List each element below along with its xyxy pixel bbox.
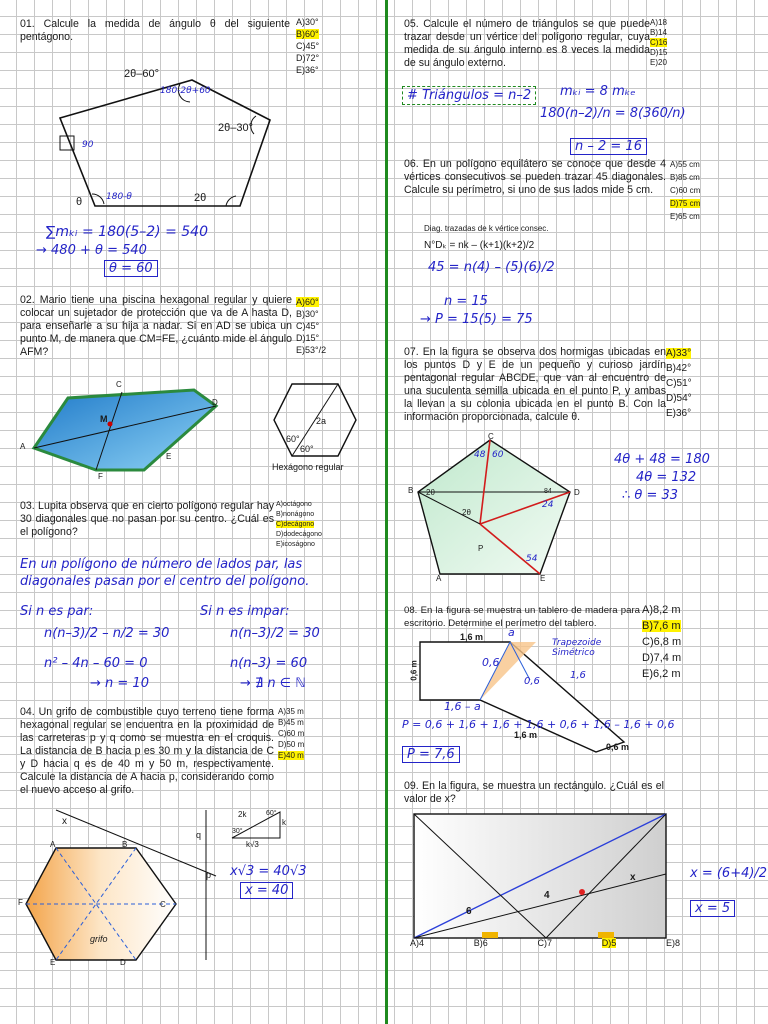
q5-option[interactable]: A)18 [650,18,667,27]
q2-pool-figure [26,380,266,480]
q1-annotation: 90 [82,140,94,150]
q7-label-B: B [408,486,414,495]
q4-solution-line: x√3 = 40√3 [230,864,307,879]
q8-dim-label: 1,6 m [460,632,484,642]
q4-label-q: q [196,830,202,840]
q6-text: 06. En un polígono equilátero se conoce que desde 4 vértices consecutivos se pueden trazar 45 diagonales. Calcule su perímetro, si uno de sus lados mide 5 cm. [404,158,666,196]
q9-option[interactable]: A)4 [410,938,425,948]
q8-dim-label: 1,6 m [514,730,538,740]
q4-text: 04. Un grifo de combustible cuyo terreno tiene forma hexagonal regular se encuentra en la proximidad de las carreteras p y q como se muestra en el croquis. La distancia de B hacia p es 30 m y la distancia de C y D hacia q es de 40 m y 50 m, respectivamente. Calcule la distancia de A hacia p, considerando como el nuevo acceso al grifo. [20,706,274,796]
q7-angle-label: 84 [544,488,552,495]
q1-text: 01. Calcule la medida de ángulo θ del siguiente pentágono. [20,18,290,43]
q4-options [278,706,304,761]
q3-even-line: n(n–3)/2 – n/2 = 30 [44,626,170,641]
q2-option[interactable]: A)60° [296,297,319,307]
q4-label-F: F [18,898,23,907]
q1-option[interactable]: B)60° [296,29,319,39]
q7-angle-label: 54 [526,554,538,564]
q8-dim-label: 0,6 m [606,742,630,752]
q6-option[interactable]: C)60 cm [670,186,701,195]
q6-solution-line: 45 = n(4) – (5)(6)/2 [428,260,555,275]
q9-option[interactable]: D)5 [601,938,617,948]
q4-hexagon-figure [20,800,220,970]
q8-text: 08. En la figura se muestra un tablero de madera para escritorio. Determine el perímetro del tablero. [404,605,640,629]
q4-option[interactable]: D)50 m [278,740,305,749]
q9-label: x [630,872,636,883]
q3-even-line: n² – 4n – 60 = 0 [44,656,148,671]
q3-odd-line: n(n–3) = 60 [230,656,308,671]
q1-solution-line: → 480 + θ = 540 [36,243,147,258]
q9-solution-line: x = (6+4)/2 [690,866,768,881]
q3-even-title: Si n es par: [20,604,94,619]
q3-even-line: → n = 10 [90,676,149,691]
q4-option[interactable]: E)40 m [278,751,304,760]
q5-solution-box: # Triángulos = n–2 [402,86,536,105]
q4-triangle-figure [228,808,288,844]
q1-annotation: 180-θ [106,192,132,202]
q7-option[interactable]: A)33° [666,348,692,359]
q7-angle-label: 2θ [462,508,471,517]
q5-option[interactable]: D)15 [650,48,668,57]
q6-options [670,158,700,223]
q2-hexagon-figure [270,380,360,460]
q4-tri-label: 60° [266,810,277,817]
q8-option[interactable]: C)6,8 m [642,636,682,648]
q6-formula-title: Diag. trazadas de k vértice consec. [424,224,549,233]
q5-solution-line: 180(n–2)/n = 8(360/n) [540,106,686,121]
q7-label-P: P [478,544,484,553]
q8-dim-label: 1,6 [570,670,586,681]
q7-text: 07. En la figura se observa dos hormigas ubicadas en los puntos D y E de un pequeño y curioso jardín pentagonal regular ABCDE, que van al encuentro de una suculenta semilla ubicada en el punto P, y ambas la llevan a su colonia ubicada en el punto B. Con la información proporcionada, calcule θ. [404,346,666,423]
q6-option[interactable]: E)65 cm [670,212,700,221]
q4-solution-line: x = 40 [240,882,293,899]
q8-trapezoid-note: Trapezoide Simétrico [552,638,602,658]
q2-options [296,296,326,356]
q9-text: 09. En la figura, se muestra un rectángulo. ¿Cuál es el valor de x? [404,780,664,805]
q7-option[interactable]: E)36° [666,408,692,419]
q6-option[interactable]: B)85 cm [670,173,700,182]
q6-solution-line: n = 15 [444,294,488,309]
q4-label-C: C [160,900,166,909]
q3-option[interactable]: D)dodecágono [276,531,322,538]
q1-options [296,16,319,76]
q4-label-p: p [206,870,212,880]
q4-label-B: B [122,840,128,849]
q4-label-A: A [50,840,56,849]
q1-angle-bottom-left: θ [76,196,83,208]
q4-label-grifo: grifo [90,934,108,944]
q5-option[interactable]: C)16 [650,38,668,47]
q8-option[interactable]: E)6,2 m [642,668,681,680]
q8-option[interactable]: B)7,6 m [642,620,681,632]
q5-option[interactable]: E)20 [650,58,667,67]
q2-option[interactable]: D)15° [296,333,320,343]
q3-option[interactable]: E)icoságono [276,541,315,548]
q7-angle-label: 2θ [426,488,435,497]
q4-option[interactable]: C)60 m [278,729,305,738]
q2-label-E: E [166,452,172,461]
q7-options [666,346,692,421]
q4-option[interactable]: B)45 m [278,718,304,727]
q4-label-E: E [50,958,56,967]
q4-option[interactable]: A)35 m [278,707,304,716]
q5-text: 05. Calcule el número de triángulos se que puede trazar desde un vértice del polígono regular, cuya medida de su ángulo interno es 8 veces la medida de su ángulo externo. [404,18,650,69]
q6-option[interactable]: D)75 cm [670,199,701,208]
q9-label: 4 [544,890,550,901]
q7-option[interactable]: B)42° [666,363,692,374]
q2-option[interactable]: E)53°/2 [296,345,327,355]
q2-text: 02. Mario tiene una piscina hexagonal regular y quiere colocar un sujetador de protección que va de A hasta D, para enseñarle a su hija a nadar. Si en AD se ubica un punto M, de manera que CM=FE, ¿cuánto mide el ángulo AFM? [20,294,292,358]
q8-dim-label: a [508,626,515,639]
q7-label-D: D [574,488,580,497]
q8-option[interactable]: D)7,4 m [642,652,682,664]
q1-solution-line: ∑mₖᵢ = 180(5–2) = 540 [46,224,208,240]
column-divider [385,0,388,1024]
q5-option[interactable]: B)14 [650,28,667,37]
q9-options [410,938,680,948]
q2-option[interactable]: C)45° [296,321,320,331]
q4-label-D: D [120,958,126,967]
q1-annotation: 180-2θ+60 [160,86,211,96]
q2-label-A: A [20,442,26,451]
q2-hex-label: 60° [300,444,314,454]
q6-formula: N°Dₖ = nk – (k+1)(k+2)/2 [424,240,535,251]
q3-odd-title: Si n es impar: [200,604,290,619]
q8-dim-label: 0,6 [482,656,500,669]
q8-solution-line: P = 0,6 + 1,6 + 1,6 + 1,6 + 0,6 + 1,6 – 1,6 + 0,6 [402,718,675,731]
q3-odd-line: n(n–3)/2 = 30 [230,626,320,641]
q5-options [650,18,667,68]
q7-solution-line: ∴ θ = 33 [622,488,679,503]
q7-label-A: A [436,574,442,583]
q8-dim-label: 1,6 – a [444,700,481,713]
q7-solution-line: 4θ = 132 [636,470,697,485]
q1-angle-bottom-right: 2θ [194,192,207,204]
q9-label: 6 [466,906,472,917]
q3-option[interactable]: A)octágono [276,501,312,508]
q3-option[interactable]: B)nonágono [276,511,315,518]
q7-option[interactable]: C)51° [666,378,692,389]
q1-pentagon-figure [40,58,280,218]
q1-option[interactable]: E)36° [296,65,319,75]
q1-solution-line: θ = 60 [104,260,158,277]
q1-option[interactable]: D)72° [296,53,320,63]
q9-solution-line: x = 5 [690,900,735,917]
q6-option[interactable]: A)55 cm [670,160,700,169]
q8-dim-label: 0,6 m [409,660,419,681]
q3-note: En un polígono de número de lados par, las diagonales pasan por el centro del polígono. [20,557,310,589]
q2-label-M: M [100,414,108,424]
q7-label-E: E [540,574,546,583]
q4-tri-label: k [282,818,286,827]
q4-tri-label: 2k [238,810,247,819]
q2-label-C: C [116,380,122,389]
q7-angle-label: 24 [542,500,554,510]
q2-label-D: D [212,398,218,407]
q9-option[interactable]: E)8 [665,938,680,948]
q1-option[interactable]: A)30° [296,17,319,27]
q3-options [276,500,322,550]
q6-solution-line: → P = 15(5) = 75 [420,312,533,327]
q8-option[interactable]: A)8,2 m [642,604,681,616]
q7-label-C: C [488,432,494,441]
q8-dim-label: 0,6 [524,676,540,687]
q1-angle-top: 2θ–60° [124,68,159,80]
q3-odd-line: → ∄ n ∈ ℕ [240,676,306,691]
q2-label-F: F [98,472,103,481]
q4-tri-label: k√3 [246,840,259,849]
q1-angle-right: 2θ–30° [218,122,253,134]
q2-hex-caption: Hexágono regular [272,462,344,472]
q4-label-x: x [62,816,67,827]
q2-option[interactable]: B)30° [296,309,319,319]
q8-solution-line: P = 7,6 [402,746,460,763]
q9-option[interactable]: C)7 [537,938,552,948]
q2-hex-label: 60° [286,434,300,444]
q1-option[interactable]: C)45° [296,41,320,51]
q4-tri-label: 30° [232,828,243,835]
q7-option[interactable]: D)54° [666,393,692,404]
q7-angle-label: 48 [474,450,486,460]
q8-options [642,602,681,682]
q5-solution-line: n – 2 = 16 [570,138,647,155]
q5-solution-line: mₖᵢ = 8 mₖₑ [560,84,636,99]
q3-option[interactable]: C)decágono [276,521,315,528]
q3-text: 03. Lupita observa que en cierto polígono regular hay 30 diagonales que no pasan por su centro. ¿Cuál es el polígono? [20,500,274,538]
q2-hex-label: 2a [316,416,327,426]
q7-solution-line: 4θ + 48 = 180 [614,452,710,467]
q9-option[interactable]: B)6 [473,938,488,948]
q7-angle-label: 60 [492,450,504,460]
